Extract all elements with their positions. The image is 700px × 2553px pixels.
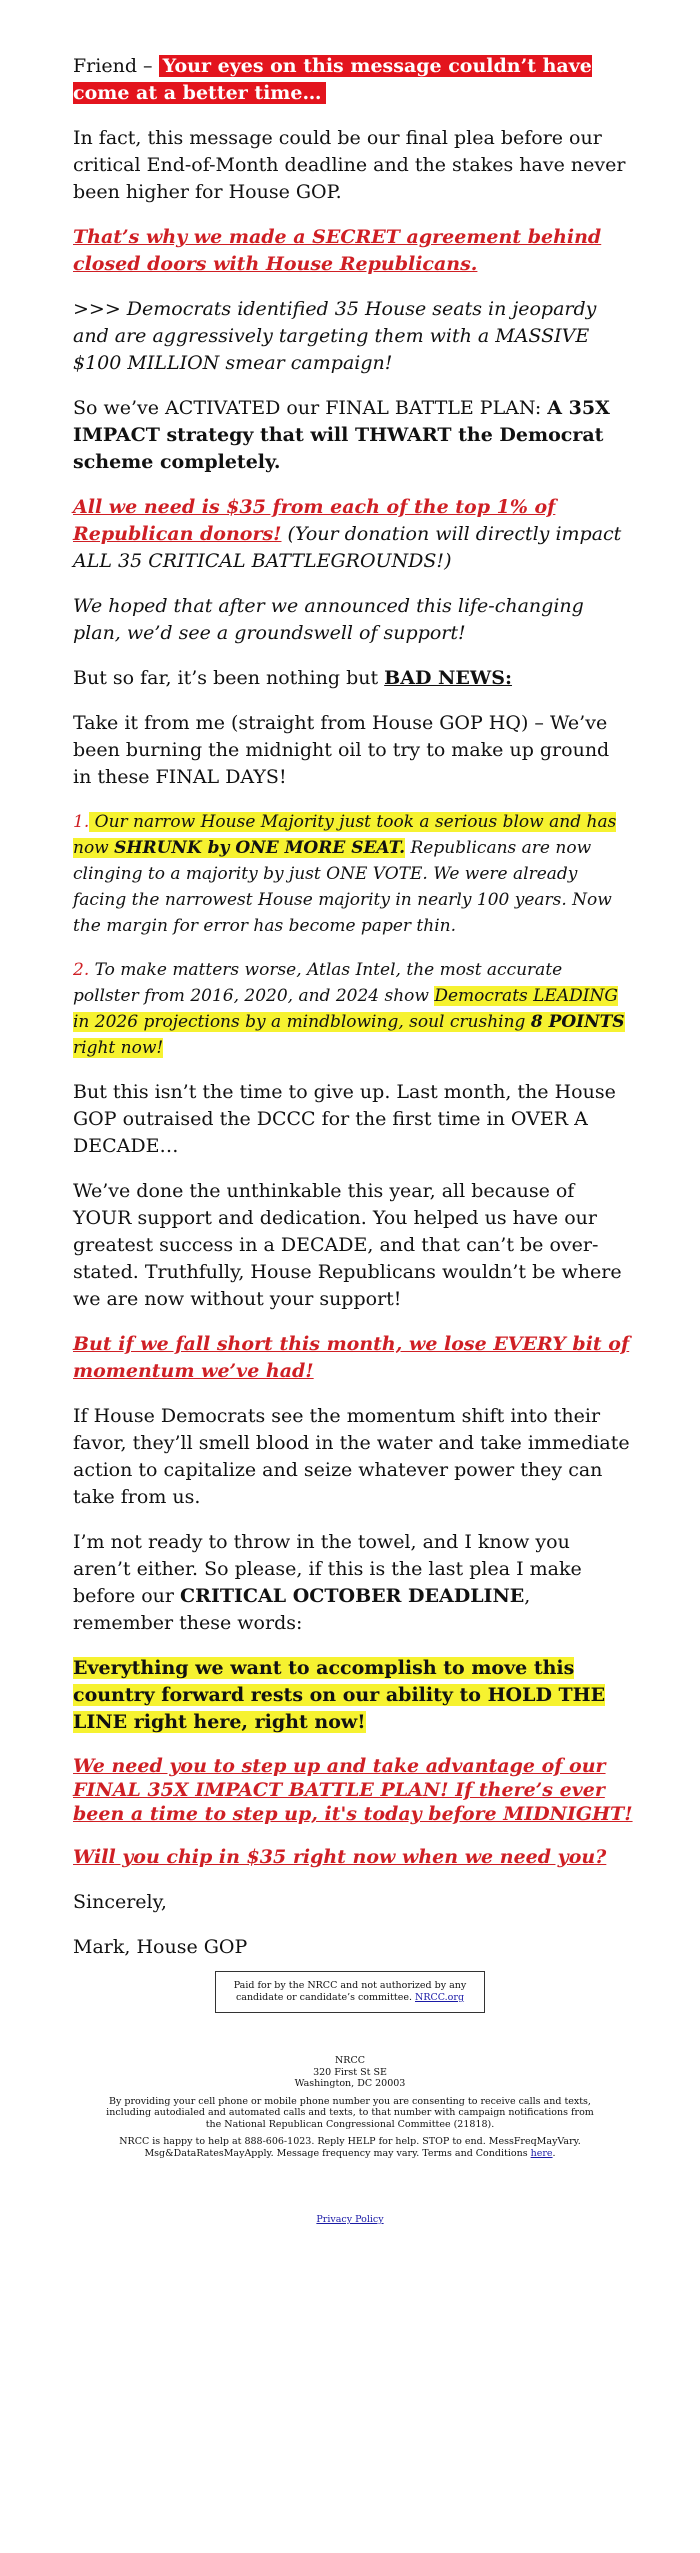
greeting: Friend – — [73, 55, 159, 77]
list-item-1-number: 1. — [73, 812, 90, 832]
paid-for-disclaimer-box — [215, 1971, 485, 2013]
list-item-1-bold: SHRUNK by ONE MORE SEAT. — [114, 838, 406, 858]
footer-help — [100, 2136, 600, 2159]
bad-news-intro: But so far, it’s been nothing but — [73, 667, 385, 689]
paragraph-bad-news — [73, 665, 633, 692]
hold-the-line-highlight: Everything we want to accomplish to move this country forward rests on our ability to HOLD THE LINE right here, right now! — [73, 1657, 606, 1733]
greeting-line — [73, 53, 633, 107]
list-item-2-bold: 8 POINTS — [530, 1012, 625, 1032]
email-body — [73, 53, 633, 1979]
bad-news-label: BAD NEWS: — [384, 667, 512, 689]
privacy-policy-row — [0, 2214, 700, 2225]
footer-org: NRCC — [334, 2055, 365, 2066]
terms-here-link[interactable]: here — [530, 2147, 553, 2159]
list-item-2 — [73, 957, 633, 1061]
paragraph-battle-plan — [73, 395, 633, 476]
top-donors-link[interactable]: All we need is $35 from each of the top 1% of Republican donors! — [73, 496, 556, 545]
battle-plan-strategy: A 35X IMPACT strategy that will THWART the Democrat scheme completely. — [73, 397, 610, 473]
paragraph-outraised: But this isn’t the time to give up. Last month, the House GOP outraised the DCCC for the first time in OVER A DECADE… — [73, 1081, 616, 1157]
battle-plan-link[interactable]: We need you to step up and take advantage of our FINAL 35X IMPACT BATTLE PLAN! If there’s ever been a time to step up, it's today before MIDNIGHT! — [73, 1755, 633, 1825]
list-item-2-number: 2. — [73, 960, 90, 980]
headline-highlight: Your eyes on this message couldn’t have come at a better time… — [73, 55, 592, 104]
paragraph-october-deadline — [73, 1529, 633, 1637]
paid-for-text: Paid for by the NRCC and not authorized by any candidate or candidate’s committee. — [233, 1980, 467, 2003]
paragraph-deadline: In fact, this message could be our final plea before our critical End-of-Month deadline and the stakes have never been higher for House GOP. — [73, 127, 626, 203]
list-item-2-highlight-end: right now! — [73, 1038, 164, 1058]
october-deadline-intro: I’m not ready to throw in the towel, and I know you aren’t either. So please, if this is the last plea I make before our — [73, 1531, 582, 1607]
footer-help-end: . — [552, 2147, 556, 2159]
footer-street: 320 First St SE — [313, 2066, 387, 2078]
privacy-policy-link[interactable]: Privacy Policy — [316, 2214, 384, 2225]
list-item-1-highlight: Our narrow House Majority just took a serious blow and has now — [73, 812, 617, 858]
paragraph-groundswell: We hoped that after we announced this life-changing plan, we’d see a groundswell of support! — [73, 595, 584, 644]
list-item-1 — [73, 809, 633, 939]
footer-city: Washington, DC 20003 — [294, 2078, 406, 2089]
list-item-2-text: To make matters worse, Atlas Intel, the most accurate pollster from 2016, 2020, and 2024 show — [73, 960, 563, 1006]
battle-plan-intro: So we’ve ACTIVATED our FINAL BATTLE PLAN: — [73, 397, 548, 419]
paragraph-donation-ask — [73, 494, 633, 575]
paragraph-democrats-targeting: >>> Democrats identified 35 House seats in jeopardy and are aggressively targeting them with a MASSIVE $100 MILLION smear campaign! — [73, 298, 597, 374]
paragraph-house-gop-hq: Take it from me (straight from House GOP HQ) – We’ve been burning the midnight oil to try to make up ground in these FINAL DAYS! — [73, 712, 610, 788]
signature: Mark, House GOP — [73, 1936, 248, 1958]
paragraph-support: We’ve done the unthinkable this year, all because of YOUR support and dedication. You helped us have our greatest success in a DECADE, and that can’t be over-stated. Truthfully, House Republicans wouldn’t be where we are now without your support! — [73, 1180, 622, 1310]
list-item-2-highlight: Democrats LEADING in 2026 projections by a mindblowing, soul crushing — [73, 986, 618, 1032]
signoff: Sincerely, — [73, 1891, 167, 1913]
secret-agreement-link[interactable]: That’s why we made a SECRET agreement behind closed doors with House Republicans. — [73, 226, 602, 275]
october-deadline-end: , remember these words: — [73, 1585, 531, 1634]
nrcc-org-link[interactable]: NRCC.org — [415, 1992, 465, 2003]
list-item-1-rest: Republicans are now clinging to a majority by just ONE VOTE. We were already facing the narrowest House majority in nearly 100 years. Now the margin for error has become paper thin. — [73, 838, 612, 936]
chip-in-link[interactable]: Will you chip in $35 right now when we need you? — [73, 1846, 607, 1868]
momentum-link[interactable]: But if we fall short this month, we lose EVERY bit of momentum we’ve had! — [73, 1333, 630, 1382]
paragraph-democrats-shift: If House Democrats see the momentum shift into their favor, they’ll smell blood in the water and take immediate action to capitalize and seize whatever power they can take from us. — [73, 1405, 630, 1508]
footer-consent: By providing your cell phone or mobile phone number you are consenting to receive calls and texts, including autodialed and automated calls and texts, to that number with campaign notifications from the National Republican Congressional Committee (21818). — [106, 2095, 594, 2130]
donation-impact-note: (Your donation will directly impact ALL 35 CRITICAL BATTLEGROUNDS!) — [73, 523, 622, 572]
footer — [100, 2055, 600, 2165]
october-deadline-label: CRITICAL OCTOBER DEADLINE — [180, 1585, 525, 1607]
footer-help-text: NRCC is happy to help at 888-606-1023. Reply HELP for help. STOP to end. MessFreqMayVary. Msg&DataRatesMayApply. Message frequency may vary. Terms and Conditions — [119, 2136, 581, 2159]
